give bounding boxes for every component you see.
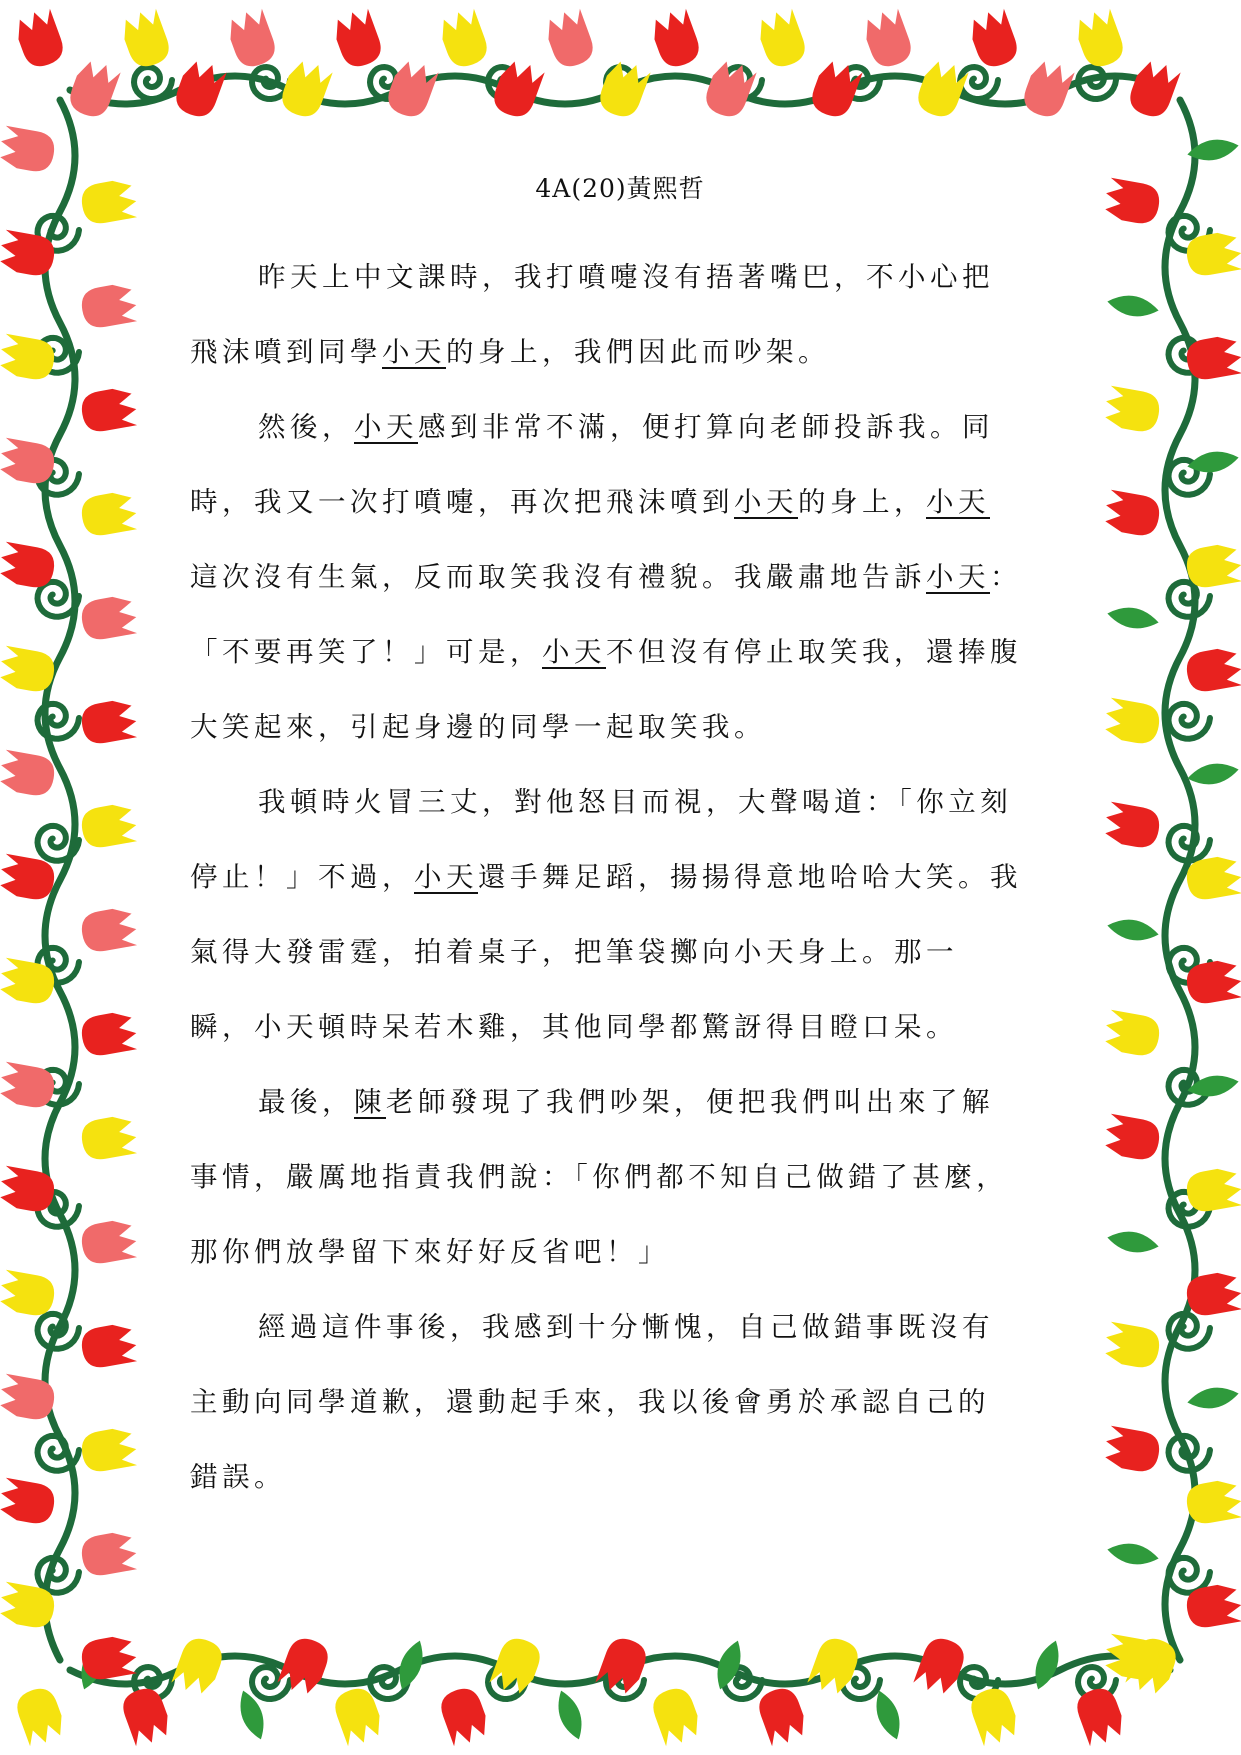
tulip-icon [79,385,139,434]
text-segment: 這次沒有生氣，反而取笑我沒有禮貌。我嚴肅地告訴 [190,561,926,593]
petal-shape [1106,604,1161,633]
text-segment: 錯誤。 [190,1461,286,1493]
tulip-icon [701,57,757,121]
proper-noun-underlined: 小天 [542,636,606,668]
tulip-icon [807,1634,863,1698]
tulip-icon [79,905,139,954]
tulip-icon [12,7,68,71]
tulip-icon [0,1477,57,1526]
tulip-icon [966,1684,1022,1748]
author-title: 4A(20)黃熙哲 [535,174,705,203]
tulip-icon [79,1321,139,1370]
petal-shape [913,57,969,121]
leaf-icon [1186,760,1241,789]
petal-shape [1184,1165,1241,1214]
essay-page [190,150,1050,1515]
text-segment: 老師發現了我們吵架，便把我們叫出來了解 [386,1086,994,1118]
petal-shape [79,801,139,850]
petal-shape [542,7,598,71]
petal-shape [1106,916,1161,945]
text-line [190,465,1050,540]
proper-noun-underlined: 小天 [354,411,418,443]
petal-shape [1072,7,1128,71]
petal-shape [65,57,121,121]
spiral-icon [960,67,998,99]
proper-noun-underlined: 陳 [354,1086,386,1118]
petal-shape [118,7,174,71]
petal-shape [12,7,68,71]
text-segment: ： [990,561,1022,593]
petal-shape [966,7,1022,71]
petal-shape [171,1634,227,1698]
petal-shape [1019,57,1075,121]
petal-shape [1102,1009,1162,1058]
petal-shape [1029,1637,1066,1693]
petal-shape [79,489,139,538]
petal-shape [1106,1540,1161,1569]
text-segment: 瞬，小天頓時呆若木雞，其他同學都驚訝得目瞪口呆。 [190,1011,958,1043]
text-segment: 飛沫噴到同學 [190,336,382,368]
petal-shape [1102,801,1162,850]
petal-shape [79,177,139,226]
tulip-icon [1102,385,1162,434]
text-segment: 事情，嚴厲地指責我們說：「你們都不知自己做錯了甚麼， [190,1161,1009,1193]
text-segment: 「不要再笑了！」可是， [190,636,542,668]
tulip-icon [1102,489,1162,538]
tulip-icon [913,57,969,121]
tulip-icon [966,7,1022,71]
text-line [190,315,1050,390]
leaf-icon [1186,1384,1241,1413]
tulip-icon [1102,801,1162,850]
proper-noun-underlined: 小天 [734,486,798,518]
petal-shape [489,1634,545,1698]
tulip-icon [754,7,810,71]
paragraph [190,390,1050,765]
tulip-icon [1125,57,1181,121]
petal-shape [171,57,227,121]
tulip-icon [1102,177,1162,226]
tulip-icon [1102,1425,1162,1474]
text-segment: 那你們放學留下來好好反省吧！」 [190,1236,670,1268]
petal-shape [807,1634,863,1698]
petal-shape [1102,489,1162,538]
leaf-icon [1106,1228,1161,1257]
leaf-icon [1106,604,1161,633]
text-segment: 的身上，我們因此而吵架。 [446,336,830,368]
petal-shape [1125,57,1181,121]
petal-shape [552,1687,589,1743]
petal-shape [79,1113,139,1162]
petal-shape [79,1529,139,1578]
leaf-icon [1106,292,1161,321]
petal-shape [330,7,386,71]
proper-noun-underlined: 小天 [414,861,478,893]
text-line [190,765,1050,840]
tulip-icon [648,1684,704,1748]
petal-shape [79,385,139,434]
proper-noun-underlined: 小天 [382,336,446,368]
text-line [190,390,1050,465]
paragraph [190,1290,1050,1515]
tulip-icon [1184,1165,1241,1214]
text-segment: 大笑起來，引起身邊的同學一起取笑我。 [190,711,766,743]
petal-shape [1186,760,1241,789]
petal-shape [754,7,810,71]
tulip-icon [79,1113,139,1162]
text-segment: 主動向同學道歉，還動起手來，我以後會勇於承認自己的 [190,1386,990,1418]
text-line [190,1290,1050,1365]
tulip-icon [1184,1581,1241,1630]
paragraph [190,240,1050,390]
tulip-icon [1102,1321,1162,1370]
petal-shape [701,57,757,121]
tulip-icon [1102,697,1162,746]
proper-noun-underlined: 小天 [926,561,990,593]
tulip-icon [0,1269,57,1318]
text-segment: 感到非常不滿，便打算向老師投訴我。同 [418,411,994,443]
tulip-icon [0,749,57,798]
text-segment: 停止！」不過， [190,861,414,893]
petal-shape [754,1684,810,1748]
petal-shape [79,593,139,642]
text-line [190,1065,1050,1140]
tulip-icon [79,1529,139,1578]
petal-shape [224,7,280,71]
petal-shape [1186,1384,1241,1413]
text-segment: 還手舞足蹈，揚揚得意地哈哈大笑。我 [478,861,1022,893]
petal-shape [1184,1581,1241,1630]
tulip-icon [1184,645,1241,694]
tulip-icon [648,7,704,71]
tulip-icon [754,1684,810,1748]
petal-shape [1102,1113,1162,1162]
petal-shape [277,57,333,121]
leaf-icon [1106,1540,1161,1569]
tulip-icon [118,7,174,71]
petal-shape [860,7,916,71]
text-line [190,615,1050,690]
text-segment: 時，我又一次打噴嚏，再次把飛沫噴到 [190,486,734,518]
text-segment: 的身上， [798,486,926,518]
text-line [190,1140,1050,1215]
petal-shape [79,1321,139,1370]
petal-shape [1102,385,1162,434]
tulip-icon [0,125,57,174]
petal-shape [79,1009,139,1058]
tulip-icon [65,57,121,121]
petal-shape [1102,697,1162,746]
tulip-icon [436,7,492,71]
tulip-icon [79,1009,139,1058]
tulip-icon [860,7,916,71]
tulip-icon [1072,7,1128,71]
tulip-icon [489,1634,545,1698]
text-segment: 不但沒有停止取笑我，還捧腹 [606,636,1022,668]
tulip-icon [224,7,280,71]
petal-shape [79,1217,139,1266]
leaf-icon [393,1637,430,1693]
petal-shape [79,697,139,746]
petal-shape [966,1684,1022,1748]
proper-noun-underlined: 小天 [926,486,990,518]
petal-shape [79,905,139,954]
spiral-icon [38,1558,80,1593]
text-line [190,840,1050,915]
petal-shape [12,1684,68,1748]
text-line [190,690,1050,765]
petal-shape [436,7,492,71]
petal-shape [1106,1228,1161,1257]
text-segment: 經過這件事後，我感到十分慚愧，自己做錯事既沒有 [258,1311,994,1343]
tulip-icon [79,1217,139,1266]
text-segment: 氣得大發雷霆，拍着桌子，把筆袋擲向小天身上。那一 [190,936,958,968]
petal-shape [1102,1425,1162,1474]
spiral-icon [134,67,172,99]
tulip-icon [1102,1009,1162,1058]
text-line [190,990,1050,1065]
tulip-icon [1019,57,1075,121]
tulip-icon [277,57,333,121]
text-line [190,1365,1050,1440]
paragraph [190,1065,1050,1290]
tulip-icon [12,1684,68,1748]
text-line [190,540,1050,615]
tulip-icon [79,697,139,746]
text-segment: 最後， [258,1086,354,1118]
tulip-icon [171,57,227,121]
petal-shape [0,125,57,174]
tulip-icon [542,7,598,71]
tulip-icon [171,1634,227,1698]
petal-shape [0,749,57,798]
petal-shape [648,1684,704,1748]
essay-body [190,240,1050,1515]
tulip-icon [79,489,139,538]
petal-shape [0,1269,57,1318]
petal-shape [1184,645,1241,694]
text-segment: 昨天上中文課時，我打噴嚏沒有捂著嘴巴，不小心把 [258,261,994,293]
paragraph [190,765,1050,1065]
text-line [190,240,1050,315]
tulip-icon [79,281,139,330]
tulip-icon [79,593,139,642]
tulip-icon [79,801,139,850]
text-segment: 然後， [258,411,354,443]
text-segment: 我頓時火冒三丈，對他怒目而視，大聲喝道：「你立刻 [258,786,1013,818]
text-line [190,1440,1050,1515]
petal-shape [1106,292,1161,321]
spiral-icon [1169,704,1211,739]
tulip-icon [79,177,139,226]
petal-shape [436,1684,492,1748]
tulip-icon [330,7,386,71]
text-line [190,915,1050,990]
petal-shape [393,1637,430,1693]
petal-shape [0,1477,57,1526]
text-line [190,1215,1050,1290]
petal-shape [1102,177,1162,226]
tulip-icon [1102,1113,1162,1162]
leaf-icon [1029,1637,1066,1693]
petal-shape [1102,1321,1162,1370]
leaf-icon [552,1687,589,1743]
petal-shape [648,7,704,71]
petal-shape [79,1425,139,1474]
tulip-icon [436,1684,492,1748]
tulip-icon [79,1425,139,1474]
petal-shape [79,281,139,330]
leaf-icon [1106,916,1161,945]
